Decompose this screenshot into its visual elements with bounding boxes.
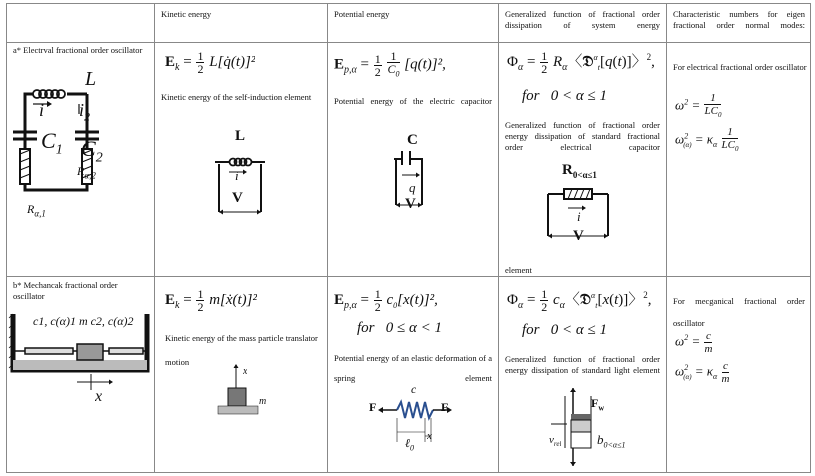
spring-F-left: F <box>369 400 377 414</box>
char-formula-b1: $\omega^2$ = $\frac{c}{m}$ <box>675 330 713 355</box>
spring-x-label: x <box>427 430 432 442</box>
potential-caption-b: Potential energy of an elastic deformation of a spring element <box>334 353 492 383</box>
spring-F-right: F <box>441 400 449 414</box>
damper-Fw-label: $F_w$ <box>591 396 605 413</box>
label-C1: $C_1$ <box>41 128 63 158</box>
dissipation-caption-a: Generalized function of fractional order energy dissipation of standard fractional order electrical capacitor <box>505 120 660 152</box>
header-potential: Potential energy <box>334 9 390 19</box>
dissipation-formula-a: $\Phi_\alpha$ = $\frac{1}{2}$ $R_\alpha$〈𝔇$^\alpha_t$[q(t)]〉$^2$, <box>507 50 655 76</box>
label-Ra2: $R_{\alpha,2}$ <box>77 164 96 181</box>
inductor-symbol: L <box>235 128 246 144</box>
char-formula-a2: $\omega^2_{(\alpha)} = \kappa_\alpha$ $\frac{1}{LC_0}$ <box>675 126 739 154</box>
inductor-voltage: V <box>232 190 243 206</box>
row-b-label: b* Mechancak fractional order oscillator <box>13 280 118 301</box>
capacitor-charge: q <box>409 180 416 195</box>
energy-table <box>6 3 811 473</box>
inductor-current: i <box>235 168 239 183</box>
label-i1: i <box>39 100 45 120</box>
kinetic-caption-a: Kinetic energy of the self-induction element <box>161 92 312 102</box>
label-i2: $i_2$ <box>79 100 91 124</box>
mass-particle-icon <box>212 364 272 419</box>
col-divider <box>498 4 499 472</box>
kinetic-caption-b: Kinetic energy of the mass particle translator motion <box>165 333 318 367</box>
char-caption-b: For mecganical fractional order oscillator <box>673 296 805 328</box>
spring-element-icon <box>369 396 469 456</box>
col-divider <box>666 4 667 472</box>
kinetic-formula-a: $E_k$ = $\frac{1}{2}$ L[q̇(t)]² <box>165 50 256 75</box>
potential-caption-a: Potential energy of the electric capacitor <box>334 96 492 106</box>
mechanical-diagram-x-label: x <box>95 388 103 405</box>
potential-condition-b: for 0 ≤ α < 1 <box>357 320 442 336</box>
resistor-symbol: $R_{0<\alpha\le 1}$ <box>562 162 597 180</box>
char-formula-b2: $\omega^2_{(\alpha)} = \kappa_\alpha$ $\frac{c}{m}$ <box>675 360 730 385</box>
damper-vrel-label: $v_{rel}$ <box>549 434 562 449</box>
dissipation-condition-b: for 0 < α ≤ 1 <box>522 322 607 338</box>
coil-icon <box>33 90 65 98</box>
label-L: L <box>85 68 97 90</box>
dissipation-tail-a: element <box>505 265 532 275</box>
potential-formula-b: $E_{p,\alpha}$ = $\frac{1}{2}$ $c_0[x(t)]^2$, <box>334 288 438 313</box>
damper-b-label: $b_{0<\alpha\le 1}$ <box>597 432 626 450</box>
potential-formula-a: $E_{p,\alpha}$ = $\frac{1}{2}$ $\frac{1}{C_0}$ [q(t)]², <box>334 50 446 79</box>
resistor-current: i <box>577 209 581 224</box>
col-divider <box>327 4 328 472</box>
header-kinetic: Kinetic energy <box>161 9 212 19</box>
mass-x-label: x <box>243 366 248 377</box>
inductor-element-icon <box>207 154 277 224</box>
kinetic-formula-b: $E_k$ = $\frac{1}{2}$ m[ẋ(t)]² <box>165 288 258 313</box>
capacitor-symbol: C <box>407 132 418 148</box>
capacitor-element-icon <box>392 149 442 219</box>
header-characteristic: Characteristic numbers for eigen fractional order normal modes: <box>673 9 805 30</box>
capacitor-voltage: V <box>405 196 416 212</box>
char-formula-a1: $\omega^2$ = $\frac{1}{LC_0}$ <box>675 92 722 120</box>
spring-c-label: c <box>411 382 417 396</box>
dissipation-condition-a: for 0 < α ≤ 1 <box>522 88 607 104</box>
col-divider <box>154 4 155 472</box>
resistor-voltage: V <box>573 228 584 244</box>
header-dissipation: Generalized function of fractional order dissipation of system energy <box>505 9 660 30</box>
char-caption-a: For electrical fractional order oscillator <box>673 62 807 72</box>
label-Ra1: $R_{\alpha,1}$ <box>27 202 46 219</box>
dissipation-formula-b: $\Phi_\alpha$ = $\frac{1}{2}$ $c_\alpha$〈𝔇$^\alpha_t$[x(t)]〉$^2$, <box>507 288 652 314</box>
row-a-label: a* Electrval fractional order oscillator <box>13 45 143 55</box>
mechanical-diagram-top-label: c1, c(α)1 m c2, c(α)2 <box>33 314 134 328</box>
mass-m-label: m <box>259 396 267 407</box>
label-C2: $C_2$ <box>81 136 103 166</box>
row-divider <box>7 276 810 277</box>
spring-l0-label: ℓ$_0$ <box>405 436 414 453</box>
dissipation-caption-b: Generalized function of fractional order energy dissipation of standard light element <box>505 354 660 375</box>
